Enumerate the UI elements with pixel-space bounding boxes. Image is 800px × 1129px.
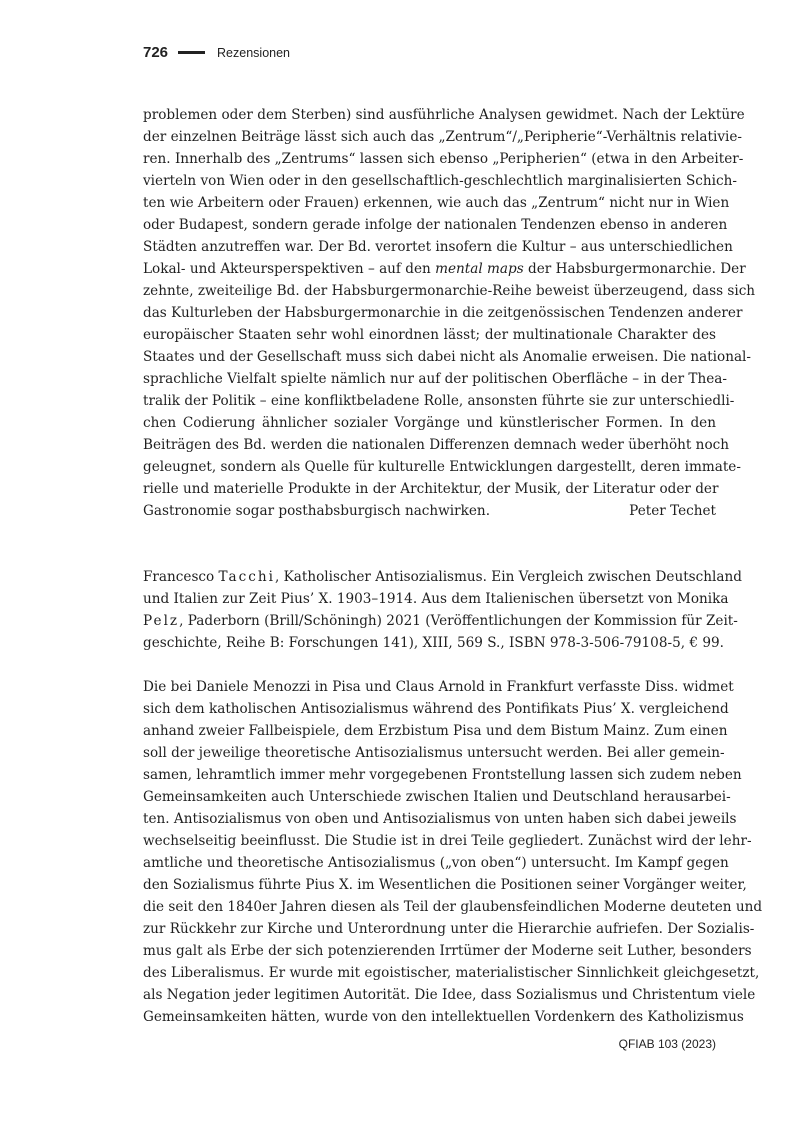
text-line: rielle und materielle Produkte in der Architektur, der Musik, der Literatur oder der (143, 481, 719, 497)
citation-line (143, 610, 738, 632)
page-body (143, 104, 763, 1028)
text-line: europäischer Staaten sehr wohl einordnen lässt; der multinationale Charakter des (143, 327, 716, 343)
header-rule (178, 51, 205, 54)
text-line: Städten anzutreffen war. Der Bd. verortet insofern die Kultur – aus unterschiedlichen (143, 239, 733, 255)
section-gap (143, 654, 716, 676)
text-segment: der Habsburgermonarchie. Der (523, 261, 746, 277)
text-line: Beiträgen des Bd. werden die nationalen Differenzen demnach weder überhöht noch (143, 437, 729, 453)
text-line: der einzelnen Beiträge lässt sich auch das „Zentrum“/„Peripherie“-Verhältnis relativie- (143, 129, 742, 145)
text-line: samen, lehramtlich immer mehr vorgegebenen Frontstellung lassen sich zudem neben (143, 767, 742, 783)
text-line: das Kulturleben der Habsburgermonarchie in die zeitgenössischen Tendenzen anderer (143, 305, 743, 321)
text-line: mus galt als Erbe der sich potenzierenden Irrtümer der Moderne seit Luther, besonders (143, 943, 752, 959)
citation-line (143, 566, 742, 588)
text-line: zehnte, zweiteilige Bd. der Habsburgermonarchie-Reihe beweist überzeugend, dass sich (143, 283, 756, 299)
journal-footer: QFIAB 103 (2023) (618, 1037, 716, 1051)
text-line: soll der jeweilige theoretische Antisozialismus untersucht werden. Bei aller gemein- (143, 745, 725, 761)
text-line: geleugnet, sondern als Quelle für kulturelle Entwicklungen dargestellt, deren immate- (143, 459, 741, 475)
text-line: sich dem katholischen Antisozialismus während des Pontifikats Pius’ X. vergleichend (143, 701, 729, 717)
author-last-name: Tacchi (218, 569, 275, 585)
text-line: sprachliche Vielfalt spielte nämlich nur auf der politischen Oberfläche – in der Thea- (143, 371, 727, 387)
text-line: tralik der Politik – eine konfliktbeladene Rolle, ansonsten führte sie zur unterschiedli- (143, 393, 735, 409)
text-line: ren. Innerhalb des „Zentrums“ lassen sich ebenso „Peripherien“ (etwa in den Arbeiter- (143, 151, 744, 167)
closing-line (143, 500, 716, 522)
text-line: anhand zweier Fallbeispiele, dem Erzbistum Pisa und dem Bistum Mainz. Zum einen (143, 723, 728, 739)
text-line: den Sozialismus führte Pius X. im Wesentlichen die Positionen seiner Vorgänger weiter, (143, 877, 747, 893)
text-line: wechselseitig beeinflusst. Die Studie ist in drei Teile gegliedert. Zunächst wird der lehr- (143, 833, 752, 849)
text-line: ten wie Arbeitern oder Frauen) erkennen, wie auch das „Zentrum“ nicht nur in Wien (143, 195, 730, 211)
text-line: als Negation jeder legitimen Autorität. Die Idee, dass Sozialismus und Christentum viele (143, 987, 756, 1003)
italic-term: mental maps (435, 261, 524, 277)
text-segment: , Paderborn (Brill/Schöningh) 2021 (Veröffentlichungen der Kommission für Zeit- (179, 613, 738, 629)
text-line: die seit den 1840er Jahren diesen als Teil der glaubensfeindlichen Moderne deuteten und (143, 899, 763, 915)
running-title: Rezensionen (217, 45, 290, 60)
text-line: amtliche und theoretische Antisozialismus („von oben“) untersucht. Im Kampf gegen (143, 855, 729, 871)
citation-line: geschichte, Reihe B: Forschungen 141), XIII, 569 S., ISBN 978-3-506-79108-5, € 99. (143, 635, 724, 651)
text-line: Staates und der Gesellschaft muss sich dabei nicht als Anomalie erweisen. Die national- (143, 349, 751, 365)
review-2-text (143, 676, 763, 1028)
translator-last-name: Pelz (143, 613, 180, 629)
text-line: des Liberalismus. Er wurde mit egoistischer, materialistischer Sinnlichkeit gleichgesetzt, (143, 965, 760, 981)
text-line: problemen oder dem Sterben) sind ausführliche Analysen gewidmet. Nach der Lektüre (143, 107, 745, 123)
text-line: ten. Antisozialismus von oben und Antisozialismus von unten haben sich dabei jeweils (143, 811, 737, 827)
review-2-citation (143, 566, 742, 654)
text-segment: Gastronomie sogar posthabsburgisch nachwirken. (143, 503, 491, 519)
text-line: chen Codierung ähnlicher sozialer Vorgänge und künstlerischer Formen. In den (143, 415, 716, 431)
page-number: 726 (143, 44, 169, 61)
text-segment: , Katholischer Antisozialismus. Ein Vergleich zwischen Deutschland (275, 569, 742, 585)
review-1-text (143, 104, 756, 522)
text-line: oder Budapest, sondern gerade infolge der nationalen Tendenzen ebenso in anderen (143, 217, 728, 233)
section-gap (143, 522, 716, 566)
text-line: vierteln von Wien oder in den gesellschaftlich-geschlechtlich marginalisierten Schich- (143, 173, 737, 189)
citation-line: und Italien zur Zeit Pius’ X. 1903–1914. Aus dem Italienischen übersetzt von Monika (143, 591, 729, 607)
text-segment: Lokal- und Akteursperspektiven – auf den (143, 261, 436, 277)
reviewer-signature: Peter Techet (629, 503, 716, 519)
text-line: Die bei Daniele Menozzi in Pisa und Claus Arnold in Frankfurt verfasste Diss. widmet (143, 679, 734, 695)
text-line: zur Rückkehr zur Kirche und Unterordnung unter die Hierarchie aufriefen. Der Sozialis- (143, 921, 755, 937)
running-header (143, 44, 290, 61)
text-line (143, 258, 746, 280)
text-line: Gemeinsamkeiten auch Unterschiede zwischen Italien und Deutschland herausarbei- (143, 789, 731, 805)
text-line: Gemeinsamkeiten hätten, wurde von den intellektuellen Vordenkern des Katholizismus (143, 1009, 744, 1025)
author-first-name: Francesco (143, 569, 219, 585)
